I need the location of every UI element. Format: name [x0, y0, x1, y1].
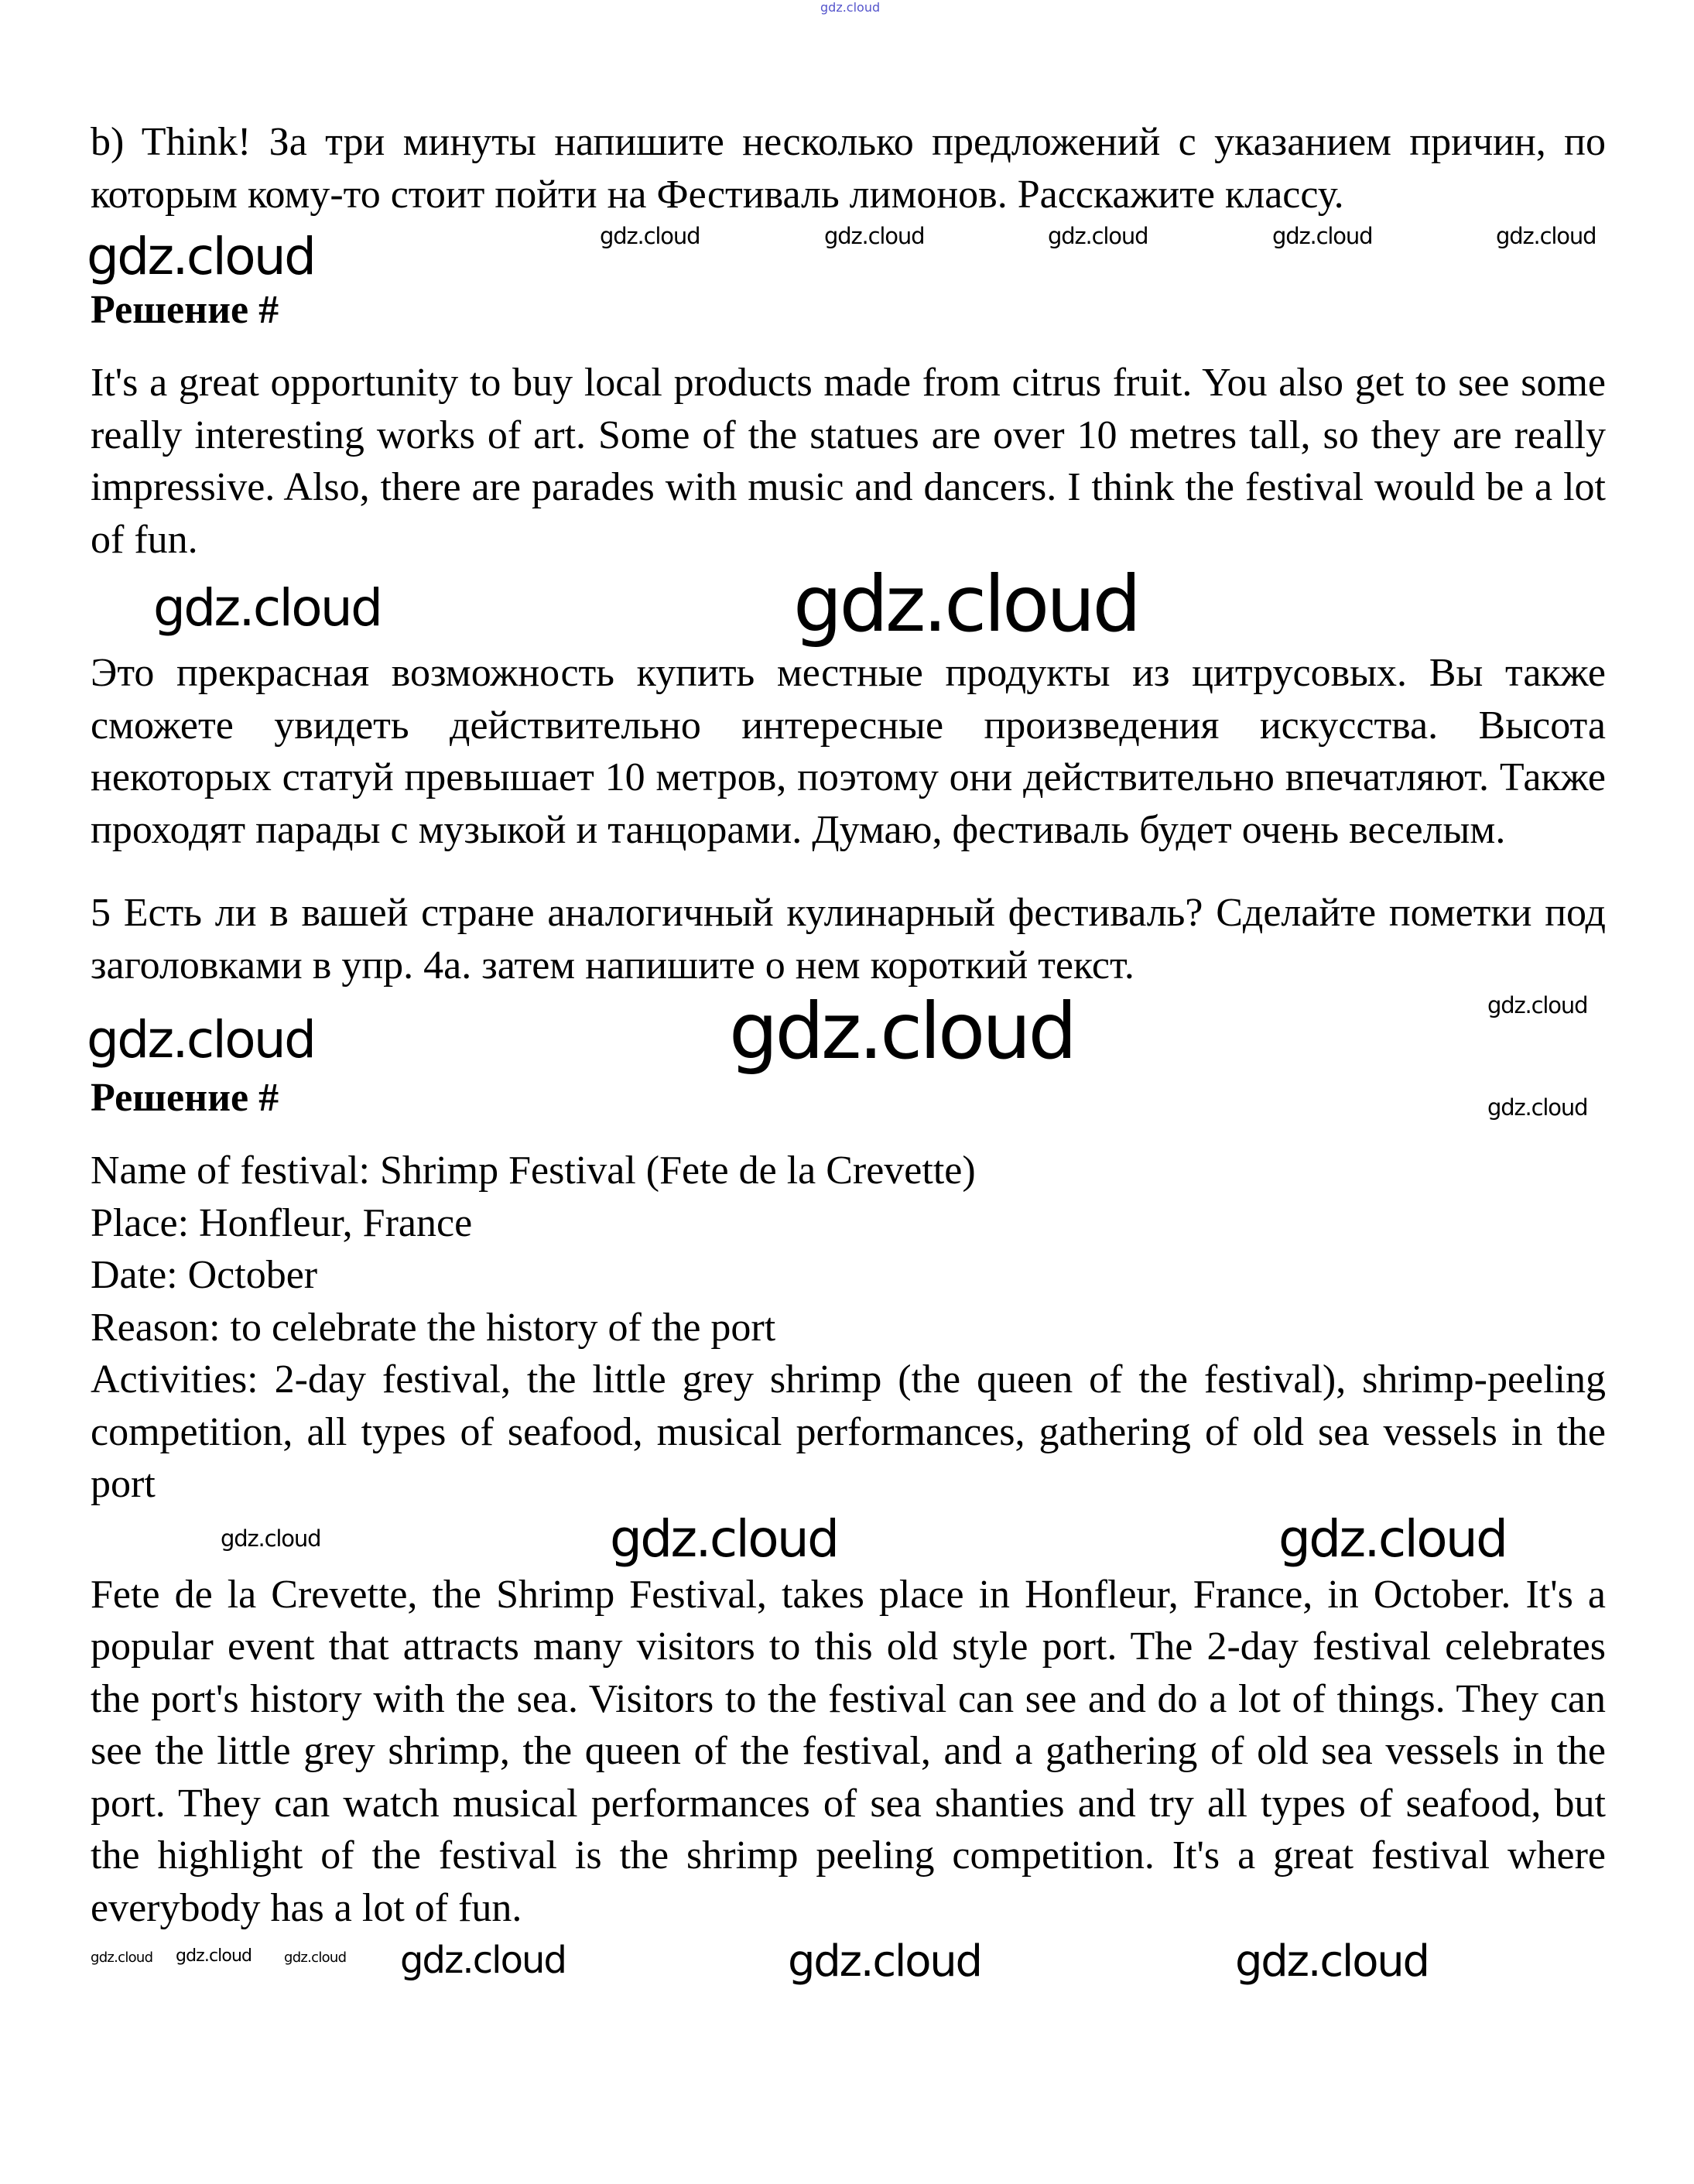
solution-heading-2: Решение #	[91, 1076, 279, 1120]
watermark: gdz.cloud	[221, 1525, 321, 1552]
watermark: gdz.cloud	[1496, 223, 1596, 249]
watermark: gdz.cloud	[400, 1939, 566, 1982]
watermark: gdz.cloud	[1235, 1936, 1429, 1987]
watermark: gdz.cloud	[600, 223, 700, 249]
task-5-text: 5 Есть ли в вашей стране аналогичный кулинарный фестиваль? Сделайте пометки под заголовками в упр. 4а. затем напишите о нем короткий текст.	[91, 891, 1606, 988]
task-b-text: b) Think! За три минуты напишите несколько предложений с указанием причин, по которым кому-то стоит пойти на Фестиваль лимонов. Расскажите классу.	[91, 120, 1606, 217]
watermark: gdz.cloud	[1272, 223, 1373, 249]
watermark: gdz.cloud	[610, 1508, 838, 1569]
watermark: gdz.cloud	[284, 1950, 347, 1966]
festival-notes	[91, 1145, 1606, 1511]
note-name: Name of festival: Shrimp Festival (Fete de la Crevette)	[91, 1148, 976, 1193]
note-date: Date: October	[91, 1253, 318, 1297]
watermark-row	[91, 559, 1606, 649]
watermark: gdz.cloud	[87, 227, 315, 286]
watermark: gdz.cloud	[1278, 1508, 1507, 1569]
answer-5-text: Fete de la Crevette, the Shrimp Festival, takes place in Honfleur, France, in October. It's a popular event that attracts many visitors to this old style port. The 2-day festival celebrates the port's history with the sea. Visitors to the festival can see and do a lot of things. They can see the little grey shrimp, the queen of the festival, and a gathering of old sea vessels in the port. They can watch musical performances of sea shanties and try all types of seafood, but the highlight of the festival is the shrimp peeling competition. It's a great festival where everybody has a lot of fun.	[91, 1572, 1606, 1930]
watermark: gdz.cloud	[1048, 223, 1148, 249]
watermark-row	[91, 1937, 1606, 1991]
watermark: gdz.cloud	[788, 1936, 981, 1987]
watermark-row	[91, 1508, 1606, 1569]
answer-b-russian: Это прекрасная возможность купить местные продукты из цитрусовых. Вы также сможете увидеть действительно интересные произведения искусства. Высота некоторых статуй превышает 10 метров, поэтому они действительно впечатляют. Также проходят парады с музыкой и танцорами. Думаю, фестиваль будет очень веселым.	[91, 651, 1606, 852]
watermark-row	[87, 986, 1606, 1077]
watermark: gdz.cloud	[1487, 1094, 1588, 1121]
watermark: gdz.cloud	[1487, 992, 1588, 1018]
watermark: gdz.cloud	[729, 986, 1075, 1077]
watermark: gdz.cloud	[87, 1010, 315, 1070]
solution-heading-1: Решение #	[91, 288, 279, 332]
watermark: gdz.cloud	[91, 1950, 153, 1966]
note-reason: Reason: to celebrate the history of the port	[91, 1305, 776, 1350]
watermark: gdz.cloud	[793, 559, 1139, 649]
watermark: gdz.cloud	[824, 223, 925, 249]
header-watermark: gdz.cloud	[820, 0, 881, 15]
document	[87, 116, 1606, 1991]
note-place: Place: Honfleur, France	[91, 1200, 473, 1245]
note-activities: Activities: 2-day festival, the little grey shrimp (the queen of the festival), shrimp-peeling competition, all types of seafood, musical performances, gathering of old sea vessels in the port	[91, 1357, 1606, 1506]
solution-row	[91, 1075, 1606, 1121]
answer-b-english: It's a great opportunity to buy local products made from citrus fruit. You also get to see some really interesting works of art. Some of the statues are over 10 metres tall, so they are really impressive. Also, there are parades with music and dancers. I think the festival would be a lot of fun.	[91, 361, 1606, 562]
watermark: gdz.cloud	[153, 578, 382, 638]
watermark-row	[87, 223, 1606, 287]
watermark: gdz.cloud	[176, 1946, 252, 1966]
